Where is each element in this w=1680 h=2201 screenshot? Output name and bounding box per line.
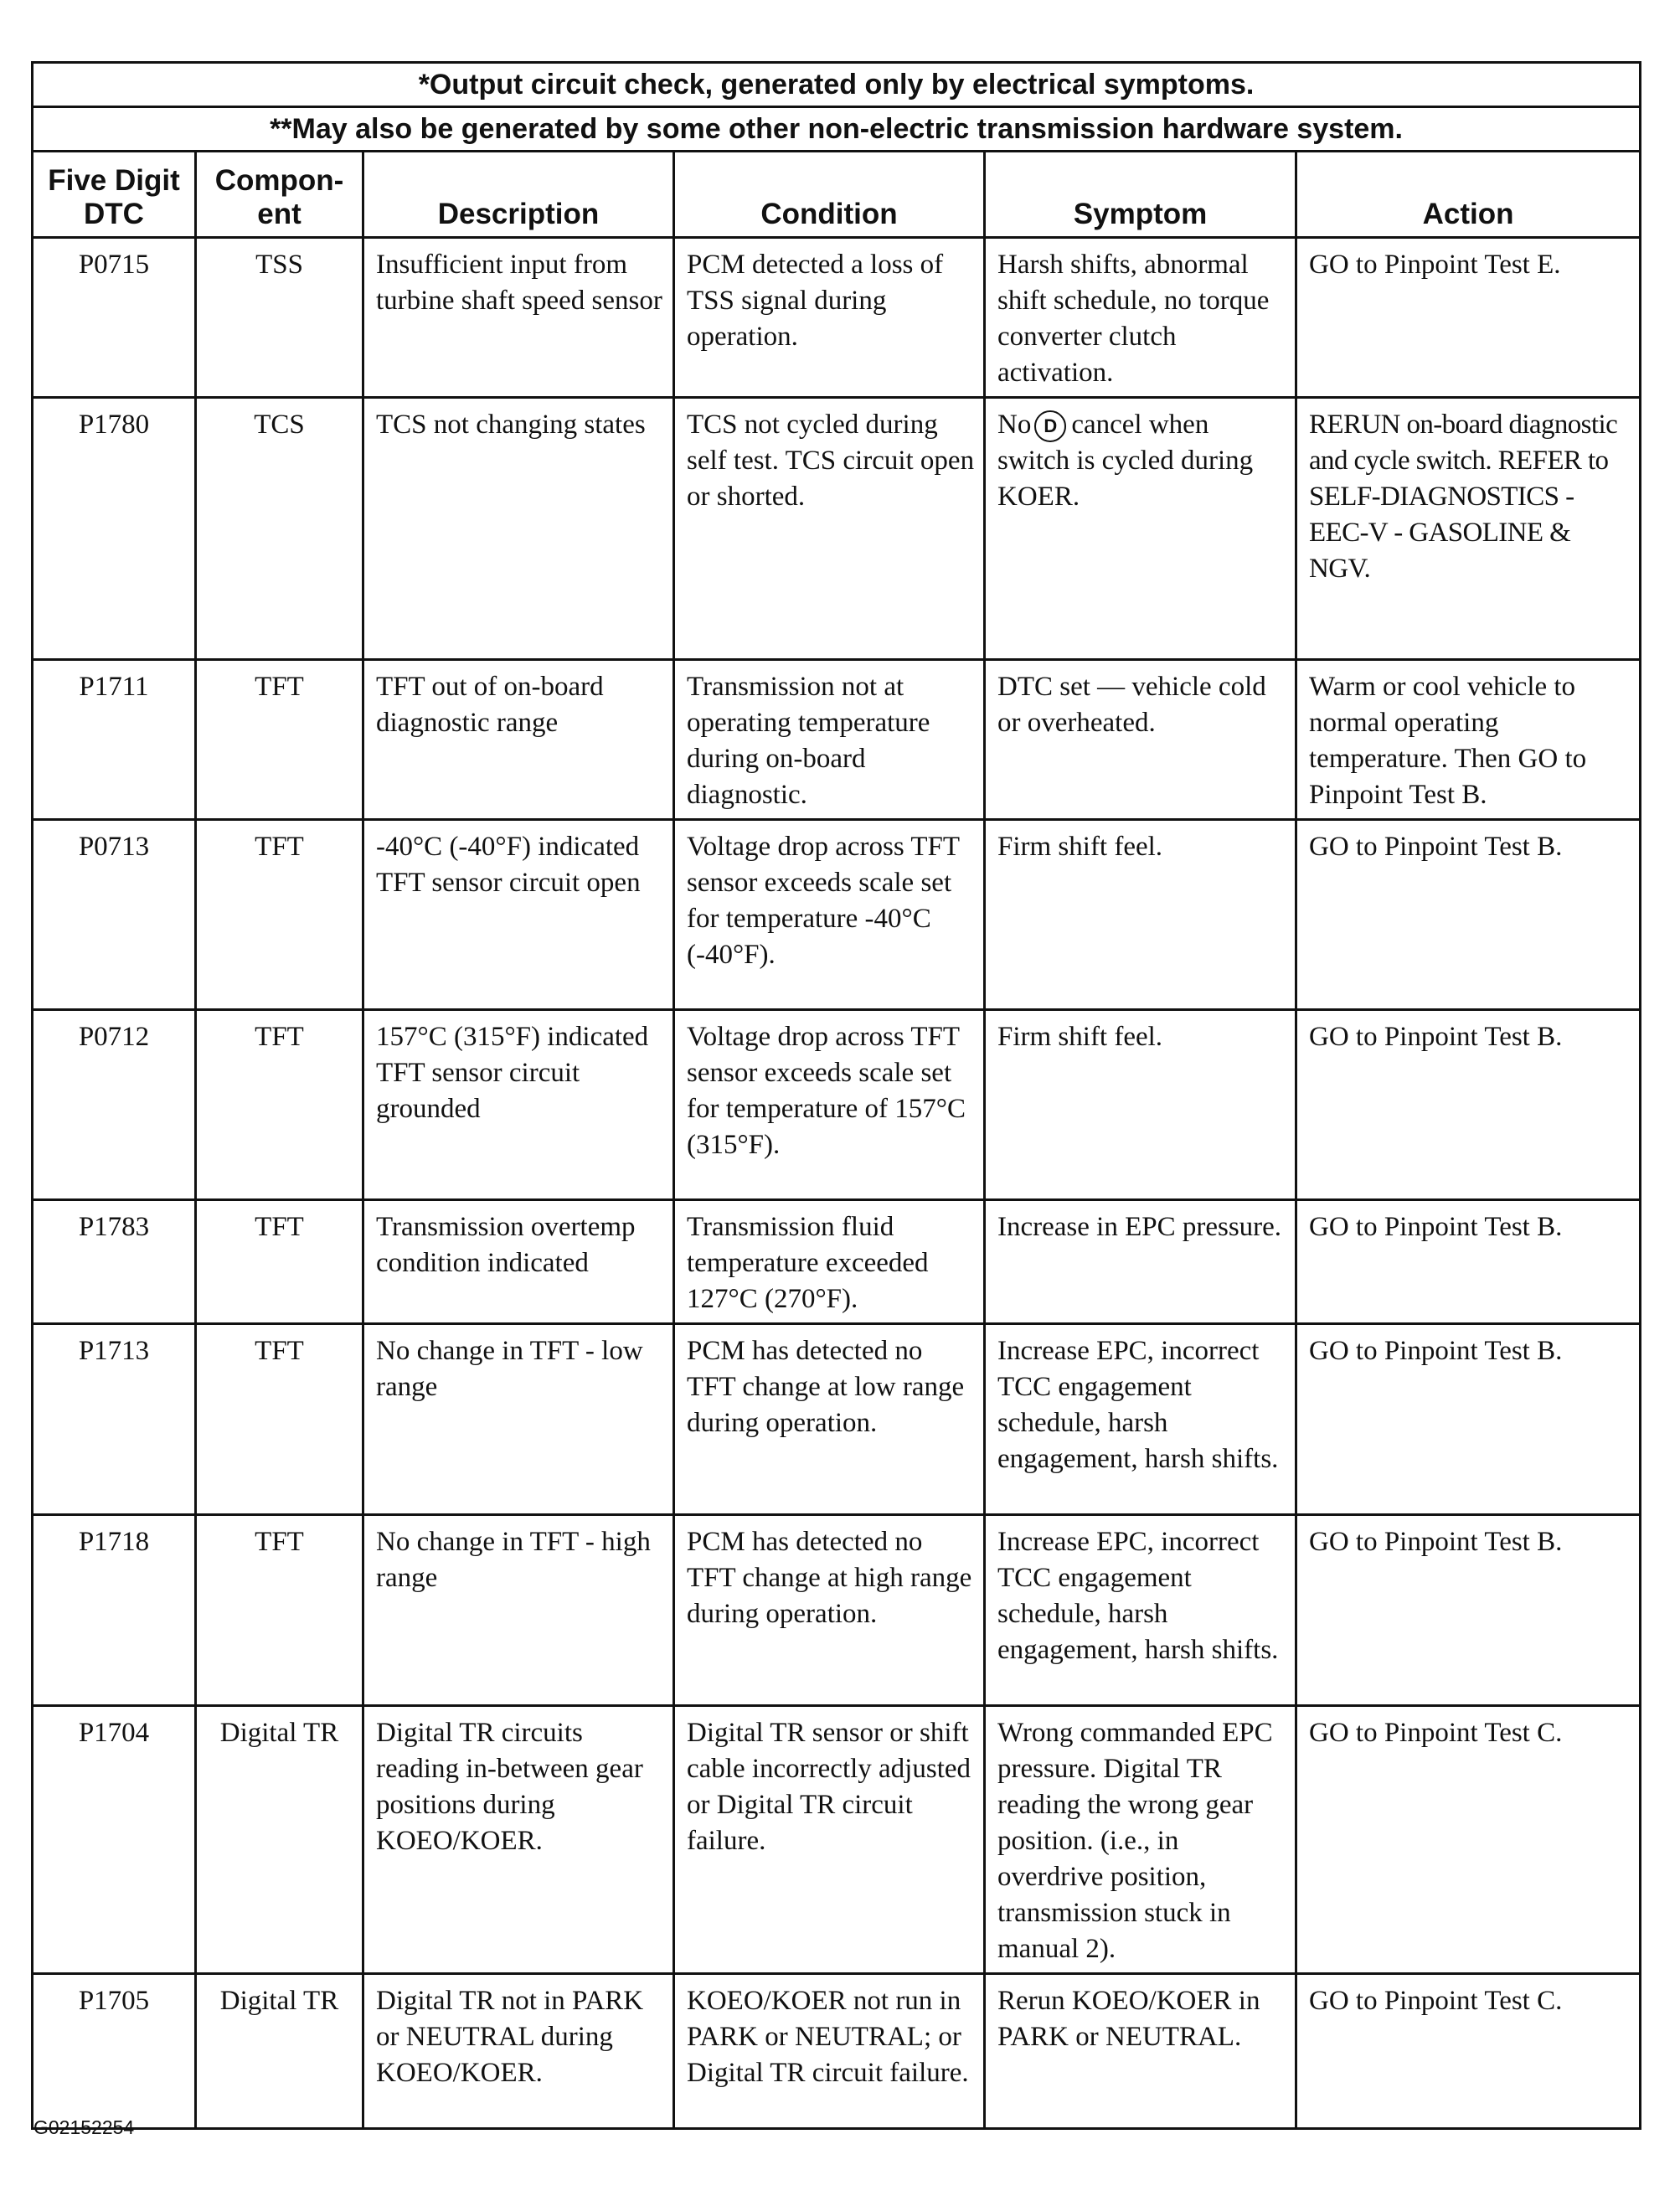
dtc-code: P1711 — [33, 660, 196, 820]
table-note-1: *Output circuit check, generated only by electrical symptoms. — [33, 63, 1641, 107]
description: Transmission overtemp condition indicated — [363, 1200, 674, 1324]
dtc-code: P0715 — [33, 238, 196, 398]
header-dtc: Five Digit DTC — [33, 152, 196, 238]
figure-id: G02152254 — [33, 2116, 135, 2138]
dtc-code: P1718 — [33, 1515, 196, 1706]
table-row — [33, 1324, 1641, 1515]
component: TCS — [196, 398, 363, 660]
component: TFT — [196, 820, 363, 1010]
dtc-code: P1780 — [33, 398, 196, 660]
dtc-code: P0713 — [33, 820, 196, 1010]
condition: TCS not cycled during self test. TCS circuit open or shorted. — [674, 398, 985, 660]
table-row — [33, 1515, 1641, 1706]
table-row — [33, 1974, 1641, 2129]
dtc-code: P0712 — [33, 1010, 196, 1200]
symptom: Firm shift feel. — [985, 820, 1296, 1010]
condition: KOEO/KOER not run in PARK or NEUTRAL; or Digital TR circuit failure. — [674, 1974, 985, 2129]
action: GO to Pinpoint Test B. — [1296, 1515, 1641, 1706]
table-row — [33, 660, 1641, 820]
condition: Transmission not at operating temperature during on-board diagnostic. — [674, 660, 985, 820]
action: RERUN on-board diagnostic and cycle switch. REFER to SELF-DIAGNOSTICS - EEC-V - GASOLINE & NGV. — [1296, 398, 1641, 660]
dtc-code: P1783 — [33, 1200, 196, 1324]
symptom-text-pre: No — [997, 410, 1032, 440]
description: Digital TR not in PARK or NEUTRAL during KOEO/KOER. — [363, 1974, 674, 2129]
action: GO to Pinpoint Test B. — [1296, 1010, 1641, 1200]
component: TFT — [196, 660, 363, 820]
symptom: Firm shift feel. — [985, 1010, 1296, 1200]
table-row — [33, 1200, 1641, 1324]
header-symptom: Symptom — [985, 152, 1296, 238]
header-action: Action — [1296, 152, 1641, 238]
description: No change in TFT - high range — [363, 1515, 674, 1706]
condition: Digital TR sensor or shift cable incorrectly adjusted or Digital TR circuit failure. — [674, 1706, 985, 1974]
symptom: DTC set — vehicle cold or overheated. — [985, 660, 1296, 820]
table-row — [33, 1010, 1641, 1200]
component: TFT — [196, 1010, 363, 1200]
action: GO to Pinpoint Test E. — [1296, 238, 1641, 398]
table-note-2: **May also be generated by some other non-electric transmission hardware system. — [33, 107, 1641, 152]
component: TFT — [196, 1200, 363, 1324]
action: GO to Pinpoint Test B. — [1296, 820, 1641, 1010]
header-condition: Condition — [674, 152, 985, 238]
action: GO to Pinpoint Test C. — [1296, 1974, 1641, 2129]
condition: Voltage drop across TFT sensor exceeds scale set for temperature of 157°C (315°F). — [674, 1010, 985, 1200]
condition: Transmission fluid temperature exceeded 127°C (270°F). — [674, 1200, 985, 1324]
header-component: Compon- ent — [196, 152, 363, 238]
symptom: Increase EPC, incorrect TCC engagement schedule, harsh engagement, harsh shifts. — [985, 1324, 1296, 1515]
component: TFT — [196, 1324, 363, 1515]
symptom: Wrong commanded EPC pressure. Digital TR reading the wrong gear position. (i.e., in overdrive position, transmission stuck in manual 2). — [985, 1706, 1296, 1974]
condition: PCM has detected no TFT change at high range during operation. — [674, 1515, 985, 1706]
table-row — [33, 820, 1641, 1010]
description: TCS not changing states — [363, 398, 674, 660]
dtc-code: P1705 — [33, 1974, 196, 2129]
action: GO to Pinpoint Test C. — [1296, 1706, 1641, 1974]
table-row — [33, 398, 1641, 660]
symptom: Rerun KOEO/KOER in PARK or NEUTRAL. — [985, 1974, 1296, 2129]
description: Insufficient input from turbine shaft speed sensor — [363, 238, 674, 398]
description: Digital TR circuits reading in-between gear positions during KOEO/KOER. — [363, 1706, 674, 1974]
symptom: Increase EPC, incorrect TCC engagement schedule, harsh engagement, harsh shifts. — [985, 1515, 1296, 1706]
table-row — [33, 1706, 1641, 1974]
description: 157°C (315°F) indicated TFT sensor circuit grounded — [363, 1010, 674, 1200]
action: Warm or cool vehicle to normal operating temperature. Then GO to Pinpoint Test B. — [1296, 660, 1641, 820]
symptom: Harsh shifts, abnormal shift schedule, no torque converter clutch activation. — [985, 238, 1296, 398]
symptom-text-post: cancel when switch is cycled during KOER. — [997, 410, 1254, 512]
component: Digital TR — [196, 1974, 363, 2129]
header-row — [33, 152, 1641, 238]
symptom — [985, 398, 1296, 660]
table-row — [33, 238, 1641, 398]
dtc-table — [31, 61, 1641, 2130]
description: -40°C (-40°F) indicated TFT sensor circuit open — [363, 820, 674, 1010]
component: TSS — [196, 238, 363, 398]
overdrive-circle-icon: D — [1034, 410, 1066, 442]
condition: PCM detected a loss of TSS signal during operation. — [674, 238, 985, 398]
header-description: Description — [363, 152, 674, 238]
dtc-code: P1713 — [33, 1324, 196, 1515]
condition: PCM has detected no TFT change at low range during operation. — [674, 1324, 985, 1515]
component: TFT — [196, 1515, 363, 1706]
description: TFT out of on-board diagnostic range — [363, 660, 674, 820]
symptom: Increase in EPC pressure. — [985, 1200, 1296, 1324]
action: GO to Pinpoint Test B. — [1296, 1324, 1641, 1515]
condition: Voltage drop across TFT sensor exceeds scale set for temperature -40°C (-40°F). — [674, 820, 985, 1010]
component: Digital TR — [196, 1706, 363, 1974]
description: No change in TFT - low range — [363, 1324, 674, 1515]
dtc-code: P1704 — [33, 1706, 196, 1974]
action: GO to Pinpoint Test B. — [1296, 1200, 1641, 1324]
